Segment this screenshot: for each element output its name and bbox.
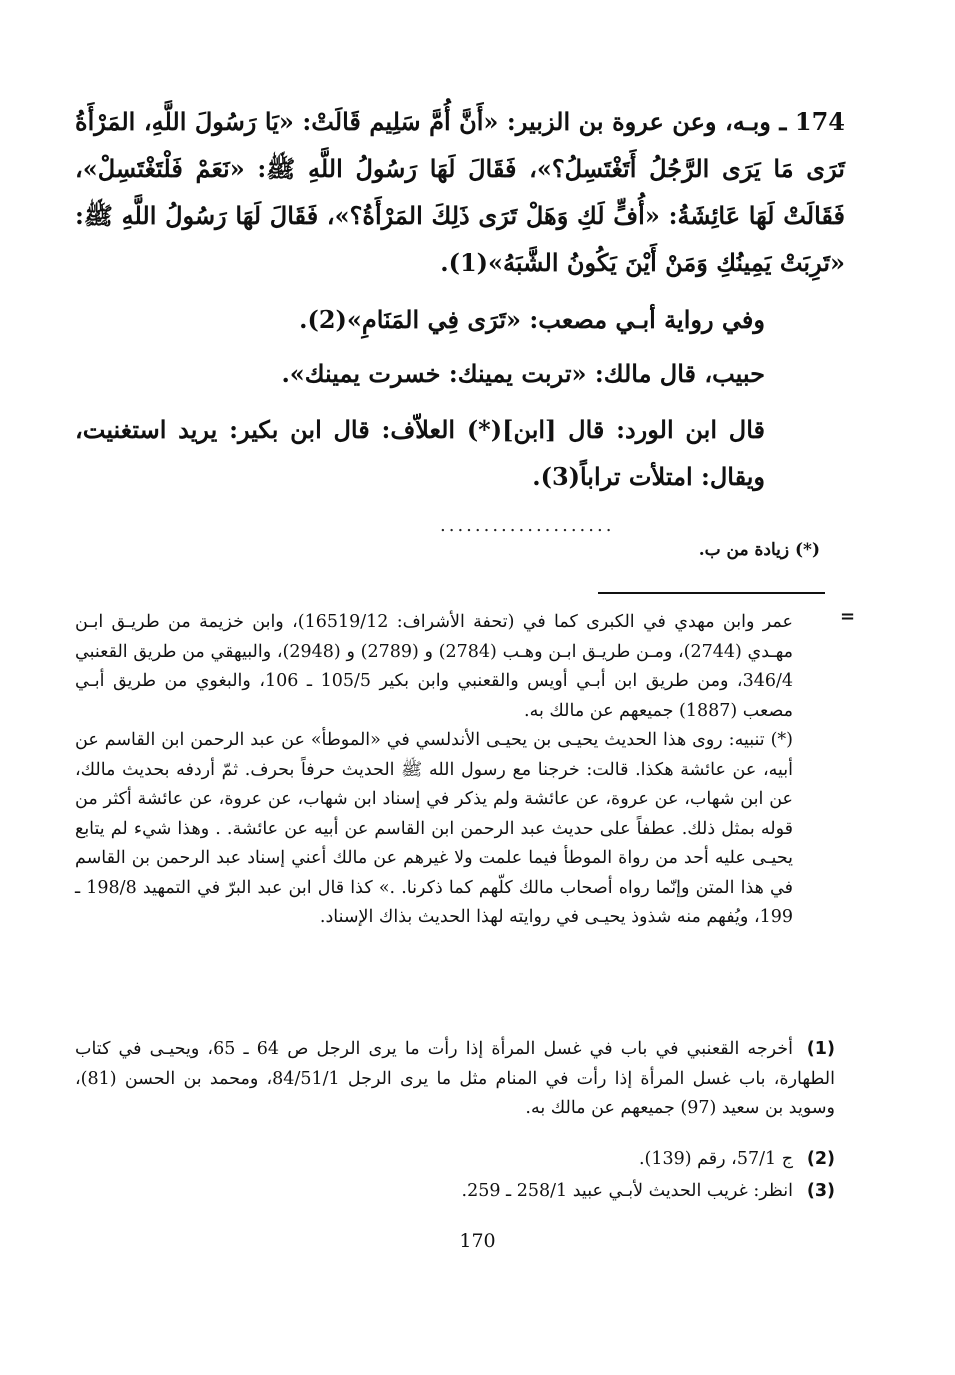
hadith-text: 174 ـ وبـه، وعن عروة بن الزبير: «أَنَّ أُمَّ سَلِيم قَالَتْ: «يَا رَسُولَ اللَّهِ، المَرْأَةُ تَرَى مَا يَرَى الرَّجُلُ أَتَغْتَسِلُ؟»، فَقَالَ لَهَا رَسُولُ اللَّهِ ﷺ: «نَعَمْ فَلْتَغْتَسِلْ»، فَقَالَتْ لَهَا عَائِشَةُ: «أُفٍّ لَكِ وَهَلْ تَرَى ذَلِكَ المَرْأَةُ؟»، فَقَالَ لَهَا رَسُولُ اللَّهِ ﷺ: «تَرِبَتْ يَمِينُكِ وَمَنْ أَيْنَ يَكُونُ الشَّبَهُ»(1). bbox=[75, 107, 845, 277]
page-number: 170 bbox=[459, 1230, 496, 1252]
footnote-separator-line bbox=[598, 592, 825, 594]
hadith-174 bbox=[75, 98, 845, 286]
footnote-number: (1) bbox=[806, 1039, 835, 1059]
footnote-2 bbox=[75, 1145, 835, 1175]
footnote-text: انظر: غريب الحديث لأبـي عبيد 258/1 ـ 259. bbox=[461, 1181, 793, 1201]
editor-addition-note: (*) زيادة من ب. bbox=[698, 540, 820, 560]
footnote-1 bbox=[75, 1035, 835, 1124]
dotted-separator: .................... bbox=[440, 515, 615, 536]
footnote-number: (2) bbox=[806, 1149, 835, 1169]
abu-musab-narration: وفي رواية أبـي مصعب: «تَرَى فِي المَنَامِ»(2). bbox=[299, 305, 765, 334]
ibn-wird-explanation: قال ابن الورد: قال [ابن](*) العلاّف: قال ابن بكير: يريد استغنيت، ويقال: امتلأت تراباً(3). bbox=[75, 415, 765, 491]
habib-malik-explanation: حبيب، قال مالك: «تربت يمينك: خسرت يمينك». bbox=[281, 359, 765, 388]
continuation-mark: = bbox=[840, 606, 856, 627]
takhrij-continuation: عمر وابن مهدي في الكبرى كما في (تحفة الأشراف: 16519/12)، وابن خزيمة من طريـق ابـن مهـدي (2744)، ومـن طريـق ابـن وهـب (2784) و (2789) و (2948)، والبيهقي من طريق القعنبي 346/4، ومن طريق ابن أبـي أويس والقعنبي وابن بكير 105/5 ـ 106، والبغوي من طريق أبـي مصعب (1887) جميعهم عن مالك به. bbox=[75, 612, 794, 721]
tanbih-note: (*) تنبيه: روى هذا الحديث يحيـى بن يحيـى الأندلسي في «الموطأ» عن عبد الرحمن ابن القاسم عن أبيه، عن عائشة هكذا. قالت: خرجنا مع رسول الله ﷺ الحديث حرفاً بحرف. ثمّ أردفه بحديث مالك، عن ابن شهاب، عن عروة، عن عائشة ولم يذكر في إسناد ابن شهاب، عن عروة، عن عائشة أكثر من قوله بمثل ذلك. عطفاً على حديث عبد الرحمن ابن القاسم عن أبيه عن عائشة. . وهذا شيء لم يتابع يحيـى عليه أحد من رواة الموطأ فيما علمت ولا غيرهم عن مالك أعني إسناد عبد الرحمن بن القاسم في هذا المتن وإنّما رواه أصحاب مالك كلّهم كما ذكرنا. .» كذا قال ابن عبد البرّ في التمهيد 198/8 ـ 199، ويُفهم منه شذوذ يحيـى في روايته لهذا الحديث بذاك الإسناد. bbox=[75, 730, 793, 927]
footnote-text: ج 57/1، رقم (139). bbox=[638, 1149, 793, 1169]
footnote-3 bbox=[75, 1177, 835, 1207]
continued-footnotes bbox=[75, 608, 793, 933]
footnote-text: أخرجه القعنبي في باب في غسل المرأة إذا رأت ما يرى الرجل ص 64 ـ 65، ويحيـى في كتاب الطهارة، باب غسل المرأة إذا رأت في المنام مثل ما يرى الرجل 84/51/1، ومحمد بن الحسن (81)، وسويد بن سعيد (97) جميعهم عن مالك به. bbox=[75, 1039, 835, 1118]
footnote-number: (3) bbox=[806, 1181, 835, 1201]
